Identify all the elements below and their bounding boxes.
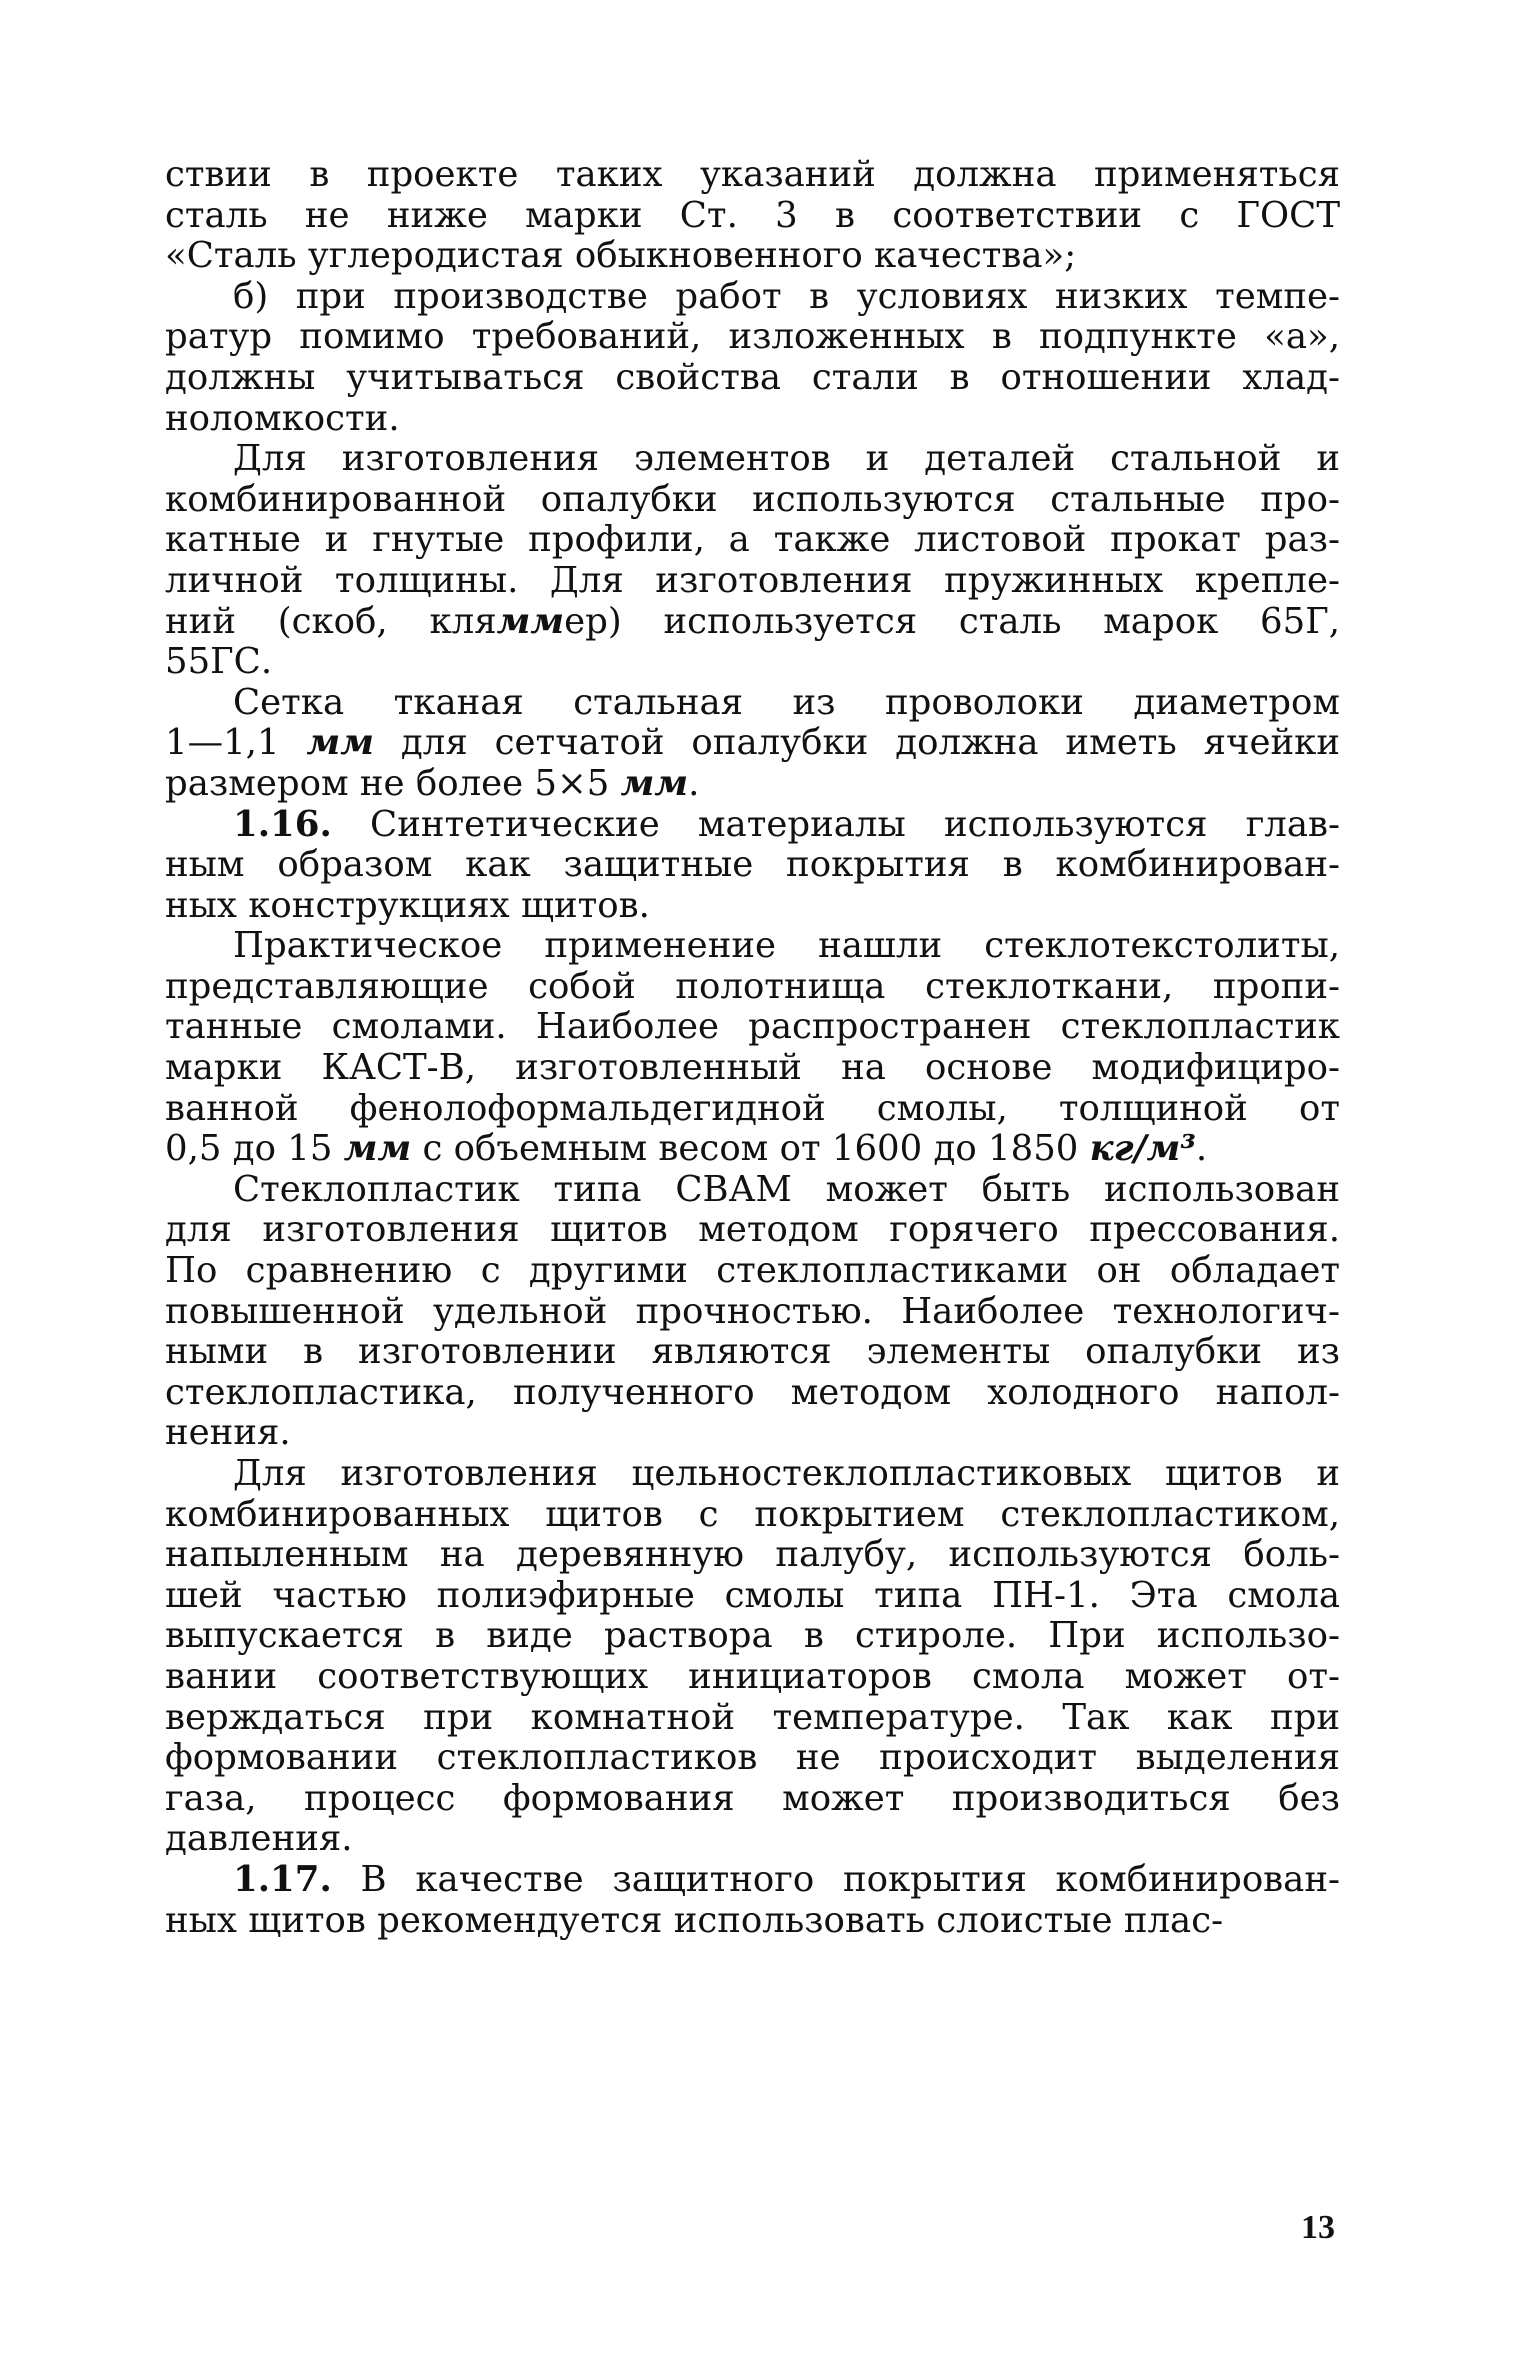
- text-line: выпускается в виде раствора в стироле. При использо-: [165, 1615, 1340, 1657]
- text-line: повышенной удельной прочностью. Наиболее технологич-: [165, 1290, 1340, 1332]
- text-line: ными в изготовлении являются элементы опалубки из: [165, 1331, 1340, 1373]
- text-line: ноломкости.: [165, 397, 400, 439]
- text-line: комбинированной опалубки используются стальные про-: [165, 478, 1340, 520]
- text-line: должны учитываться свойства стали в отношении хлад-: [165, 356, 1340, 398]
- page-number: 13: [1301, 2209, 1335, 2246]
- text-line: напыленным на деревянную палубу, используются боль-: [165, 1534, 1340, 1576]
- text-line: 1.16. Синтетические материалы используются глав-: [233, 803, 1340, 845]
- text-line: для изготовления щитов методом горячего прессования.: [165, 1209, 1340, 1251]
- text-line: «Сталь углеродистая обыкновенного качества»;: [165, 235, 1077, 277]
- text-line: ных щитов рекомендуется использовать слоистые плас-: [165, 1899, 1224, 1941]
- text-line: Стеклопластик типа СВАМ может быть использован: [233, 1168, 1340, 1210]
- text-line: формовании стеклопластиков не происходит выделения: [165, 1737, 1340, 1779]
- text-line: катные и гнутые профили, а также листовой прокат раз-: [165, 519, 1340, 561]
- text-line: б) при производстве работ в условиях низких темпе-: [233, 275, 1340, 317]
- paragraph-p3: [165, 439, 1340, 683]
- text-line: танные смолами. Наиболее распространен стеклопластик: [165, 1006, 1340, 1048]
- text-line: размером не более 5×5 мм.: [165, 762, 700, 804]
- paragraph-p9: [165, 1860, 1340, 1941]
- paragraph-p2: [165, 277, 1340, 439]
- text-line: представляющие собой полотнища стеклоткани, пропи-: [165, 965, 1340, 1007]
- text-line: марки КАСТ-В, изготовленный на основе модифициро-: [165, 1047, 1340, 1089]
- paragraph-p6: [165, 926, 1340, 1170]
- text-line: газа, процесс формования может производиться без: [165, 1777, 1340, 1819]
- text-line: Практическое применение нашли стеклотекстолиты,: [233, 925, 1340, 967]
- text-line: комбинированных щитов с покрытием стеклопластиком,: [165, 1493, 1340, 1535]
- text-line: 0,5 до 15 мм с объемным весом от 1600 до 1850 кг/м³.: [165, 1128, 1208, 1170]
- text-line: нения.: [165, 1412, 291, 1454]
- text-line: стеклопластика, полученного методом холодного напол-: [165, 1371, 1340, 1413]
- paragraph-p5: [165, 805, 1340, 927]
- text-line: Для изготовления элементов и деталей стальной и: [233, 438, 1340, 480]
- text-line: шей частью полиэфирные смолы типа ПН-1. Эта смола: [165, 1574, 1340, 1616]
- text-line: 1—1,1 мм для сетчатой опалубки должна иметь ячейки: [165, 722, 1341, 764]
- text-line: ных конструкциях щитов.: [165, 884, 650, 926]
- page-body: [165, 155, 1340, 1941]
- paragraph-p7: [165, 1170, 1340, 1454]
- text-line: сталь не ниже марки Ст. 3 в соответствии с ГОСТ: [165, 194, 1340, 236]
- text-line: личной толщины. Для изготовления пружинных крепле-: [165, 559, 1340, 601]
- text-line: 55ГС.: [165, 641, 273, 683]
- paragraph-p8: [165, 1454, 1340, 1860]
- text-line: 1.17. В качестве защитного покрытия комбинирован-: [233, 1858, 1340, 1900]
- text-line: ний (скоб, кляммер) используется сталь марок 65Г,: [165, 600, 1340, 642]
- text-line: ным образом как защитные покрытия в комбинирован-: [165, 844, 1340, 886]
- text-line: ванной фенолоформальдегидной смолы, толщиной от: [165, 1087, 1340, 1129]
- text-line: Сетка тканая стальная из проволоки диаметром: [233, 681, 1340, 723]
- text-line: По сравнению с другими стеклопластиками он обладает: [165, 1250, 1340, 1292]
- text-line: верждаться при комнатной температуре. Так как при: [165, 1696, 1340, 1738]
- text-line: ратур помимо требований, изложенных в подпункте «а»,: [165, 316, 1340, 358]
- paragraph-p1: [165, 155, 1340, 277]
- text-line: ствии в проекте таких указаний должна применяться: [165, 154, 1340, 195]
- text-line: давления.: [165, 1818, 353, 1860]
- text-line: Для изготовления цельностеклопластиковых щитов и: [233, 1453, 1340, 1494]
- text-line: вании соответствующих инициаторов смола может от-: [165, 1655, 1340, 1697]
- paragraph-p4: [165, 683, 1340, 805]
